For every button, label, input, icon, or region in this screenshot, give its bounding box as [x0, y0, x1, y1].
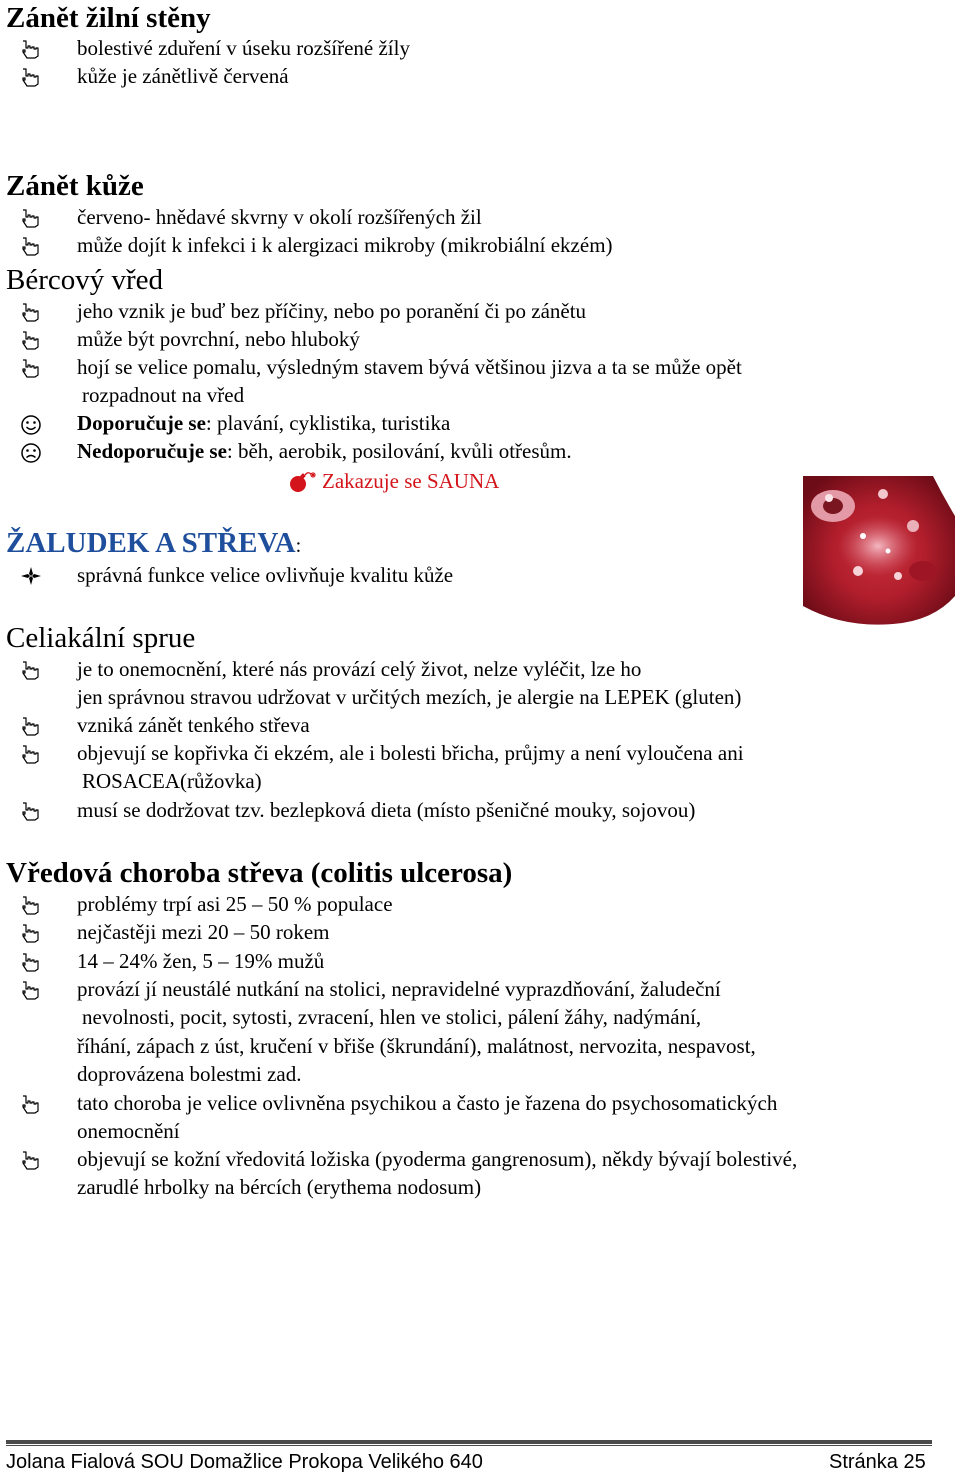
list-item-text: rozpadnout na vřed	[82, 383, 245, 407]
list-item	[0, 739, 960, 767]
not-recommended-label: Nedoporučuje se	[77, 439, 227, 463]
bomb-icon	[289, 471, 319, 500]
sauna-warning: Zakazuje se SAUNA	[322, 469, 500, 493]
list-item-text: 14 – 24% žen, 5 – 19% mužů	[77, 949, 325, 973]
list-item-text: může dojít k infekci i k alergizaci mikroby (mikrobiální ekzém)	[77, 233, 613, 257]
list-item-text: zarudlé hrbolky na bércích (erythema nodosum)	[77, 1175, 482, 1199]
list-item-text: může být povrchní, nebo hluboký	[77, 327, 360, 351]
not-recommended-text: : běh, aerobik, posilování, kvůli otřesům.	[226, 439, 572, 463]
list-item-text: problémy trpí asi 25 – 50 % populace	[77, 892, 393, 916]
list-item-text: musí se dodržovat tzv. bezlepková dieta (místo pšeničné mouky, sojovou)	[77, 798, 696, 822]
heading-zaludek-streva	[6, 526, 301, 563]
footer-divider-thin	[6, 1445, 932, 1446]
footer-page-number: Stránka 25	[829, 1451, 926, 1473]
heading-text: ŽALUDEK A STŘEVA	[6, 527, 296, 559]
recommended-text: : plavání, cyklistika, turistika	[205, 411, 451, 435]
list-item-text: doprovázena bolestmi zad.	[77, 1062, 302, 1086]
list-item	[0, 561, 960, 589]
list-item	[0, 1089, 960, 1117]
list-item-text: hojí se velice pomalu, výsledným stavem bývá většinou jizva a ta se může opět	[77, 355, 742, 379]
list-item-text: červeno- hnědavé skvrny v okolí rozšířených žil	[77, 205, 482, 229]
list-item	[0, 62, 960, 90]
list-item-continuation	[0, 1032, 960, 1060]
list-item	[0, 353, 960, 381]
list-item	[0, 325, 960, 353]
list-item-continuation	[0, 1003, 960, 1031]
list-item	[0, 655, 960, 683]
heading-zanet-kuze: Zánět kůže	[6, 170, 144, 202]
list-item-continuation	[0, 683, 960, 711]
list-item-text: kůže je zánětlivě červená	[77, 64, 289, 88]
list-item-text: nevolnosti, pocit, sytosti, zvracení, hlen ve stolici, pálení žáhy, nadýmání,	[82, 1005, 702, 1029]
list-item-text: objevují se kožní vředovitá ložiska (pyoderma gangrenosum), někdy bývají bolestivé,	[77, 1147, 798, 1171]
list-item-text: tato choroba je velice ovlivněna psychikou a často je řazena do psychosomatických	[77, 1091, 778, 1115]
mucosa-photo	[803, 476, 955, 628]
list-item	[0, 890, 960, 918]
list-item	[0, 297, 960, 325]
footer-divider	[6, 1440, 932, 1444]
heading-bercovy-vred: Bércový vřed	[6, 264, 164, 296]
list-item-continuation	[0, 1117, 960, 1145]
list-item-continuation	[0, 1060, 960, 1088]
heading-vredova-choroba: Vředová choroba střeva (colitis ulcerosa)	[6, 857, 513, 889]
list-item-continuation	[0, 381, 960, 409]
not-recommended-line	[0, 437, 960, 465]
list-item-text: bolestivé zduření v úseku rozšířené žíly	[77, 36, 410, 60]
list-item	[0, 947, 960, 975]
heading-celiakalni-sprue: Celiakální sprue	[6, 622, 196, 654]
list-item	[0, 34, 960, 62]
list-item-continuation	[0, 767, 960, 795]
list-item-text: říhání, zápach z úst, kručení v břiše (škrundání), malátnost, nervozita, nespavost,	[77, 1034, 756, 1058]
list-item-text: správná funkce velice ovlivňuje kvalitu kůže	[77, 563, 454, 587]
list-item-text: nejčastěji mezi 20 – 50 rokem	[77, 920, 330, 944]
list-item	[0, 918, 960, 946]
list-item	[0, 231, 960, 259]
list-item-text: provází jí neustálé nutkání na stolici, nepravidelné vyprazdňování, žaludeční	[77, 977, 721, 1001]
list-item-text: objevují se kopřivka či ekzém, ale i bolesti břicha, průjmy a není vyloučena ani	[77, 741, 744, 765]
recommended-line	[0, 409, 960, 437]
list-item	[0, 975, 960, 1003]
list-item-text: onemocnění	[77, 1119, 180, 1143]
list-item-text: je to onemocnění, které nás provází celý život, nelze vyléčit, lze ho	[77, 657, 642, 681]
list-item	[0, 1145, 960, 1173]
recommended-label: Doporučuje se	[77, 411, 206, 435]
list-item-text: jeho vznik je buď bez příčiny, nebo po poranění či po zánětu	[77, 299, 587, 323]
list-item	[0, 796, 960, 824]
list-item-continuation	[0, 1173, 960, 1201]
heading-colon: :	[295, 535, 302, 557]
list-item-text: vzniká zánět tenkého střeva	[77, 713, 310, 737]
list-item	[0, 711, 960, 739]
footer-author: Jolana Fialová SOU Domažlice Prokopa Velikého 640	[6, 1451, 483, 1473]
heading-zilni-stena: Zánět žilní stěny	[6, 2, 211, 34]
list-item-text: jen správnou stravou udržovat v určitých mezích, je alergie na LEPEK (gluten)	[77, 685, 742, 709]
list-item-text: ROSACEA(růžovka)	[82, 769, 262, 793]
list-item	[0, 203, 960, 231]
